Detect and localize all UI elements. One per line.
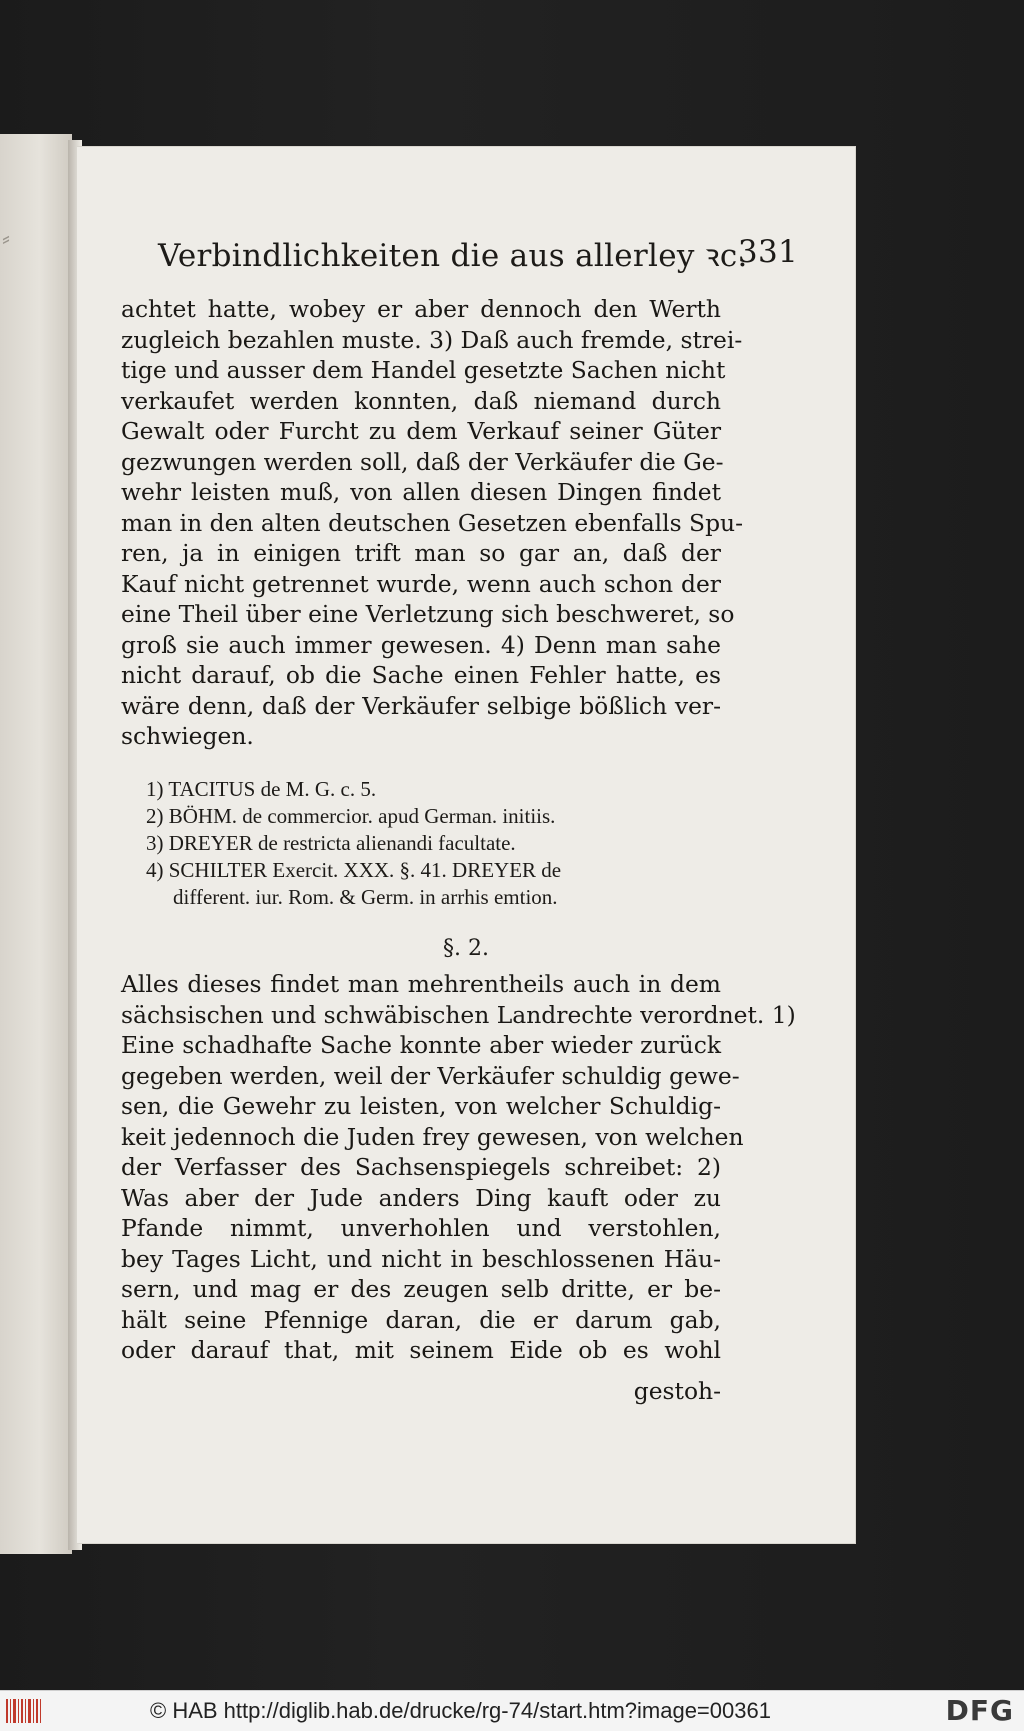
section-heading: §. 2. xyxy=(443,936,489,961)
text-line: sächsischen und schwäbischen Landrechte verordnet. 1) xyxy=(121,1000,796,1029)
text-line: oder darauf that, mit seinem Eide ob es wohl xyxy=(121,1336,721,1364)
text-line: Eine schadhafte Sache konnte aber wieder zurück xyxy=(121,1031,721,1059)
text-line: eine Theil über eine Verletzung sich beschweret, so xyxy=(121,600,735,628)
text-line: sen, die Gewehr zu leisten, von welcher Schuldig- xyxy=(121,1092,721,1120)
text-line: verkaufet werden konnten, daß niemand durch xyxy=(121,386,721,415)
text-line: sern, und mag er des zeugen selb dritte, er be- xyxy=(121,1275,721,1303)
text-line: der Verfasser des Sachsenspiegels schreibet: 2) xyxy=(121,1153,721,1181)
text-line: schwiegen. xyxy=(121,722,254,750)
text-line: hält seine Pfennige daran, die er darum gab, xyxy=(121,1305,721,1334)
facing-page-edge xyxy=(0,134,72,1554)
footnote: 2) BÖHM. de commercior. apud German. initiis. xyxy=(146,804,556,828)
footnote: 3) DREYER de restricta alienandi facultate. xyxy=(146,831,516,855)
catchword: gestoh- xyxy=(633,1377,721,1405)
text-line: nicht darauf, ob die Sache einen Fehler hatte, es xyxy=(121,661,721,689)
dfg-logo: DFG xyxy=(945,1694,1014,1727)
running-header xyxy=(158,234,798,276)
text-line: keit jedennoch die Juden frey gewesen, von welchen xyxy=(121,1122,744,1151)
text-line: groß sie auch immer gewesen. 4) Denn man sahe xyxy=(121,630,721,659)
book-page xyxy=(76,146,856,1544)
text-line: ren, ja in einigen trift man so gar an, daß der xyxy=(121,539,721,567)
text-line: Pfande nimmt, unverhohlen und verstohlen, xyxy=(121,1214,721,1242)
text-line: Alles dieses findet man mehrentheils auch in dem xyxy=(121,970,721,998)
text-line: gegeben werden, weil der Verkäufer schuldig gewe- xyxy=(121,1061,740,1090)
text-line: zugleich bezahlen muste. 3) Daß auch fremde, strei- xyxy=(121,325,743,354)
footnote: 4) SCHILTER Exercit. XXX. §. 41. DREYER de xyxy=(146,858,562,882)
text-line: tige und ausser dem Handel gesetzte Sachen nicht xyxy=(121,356,726,384)
paragraph-2 xyxy=(121,969,796,1366)
text-line: Was aber der Jude anders Ding kauft oder zu xyxy=(121,1183,721,1212)
footnote: 1) TACITUS de M. G. c. 5. xyxy=(146,777,377,801)
running-title: Verbindlichkeiten die aus allerley ꝛc. xyxy=(158,238,748,274)
text-line: Gewalt oder Furcht zu dem Verkauf seiner Güter xyxy=(121,417,721,445)
text-line: wäre denn, daß der Verkäufer selbige bößlich ver- xyxy=(121,691,721,720)
text-line: Kauf nicht getrennet wurde, wenn auch schon der xyxy=(121,569,721,598)
footnote-continuation: different. iur. Rom. & Germ. in arrhis emtion. xyxy=(173,885,558,909)
viewer-footer xyxy=(0,1690,1024,1731)
footnotes xyxy=(146,776,726,911)
barcode-icon xyxy=(6,1697,44,1725)
text-line: bey Tages Licht, und nicht in beschlossenen Häu- xyxy=(121,1244,721,1273)
bleed-through-text: ⸗ xyxy=(2,224,11,252)
paragraph-1 xyxy=(121,294,744,752)
text-line: wehr leisten muß, von allen diesen Dingen findet xyxy=(121,478,721,506)
text-line: gezwungen werden soll, daß der Verkäufer die Ge- xyxy=(121,447,724,476)
text-line: man in den alten deutschen Gesetzen ebenfalls Spu- xyxy=(121,508,744,537)
page-number: 331 xyxy=(737,234,798,270)
text-line: achtet hatte, wobey er aber dennoch den Werth xyxy=(121,295,721,323)
source-link[interactable]: © HAB http://diglib.hab.de/drucke/rg-74/start.htm?image=00361 xyxy=(150,1698,771,1723)
